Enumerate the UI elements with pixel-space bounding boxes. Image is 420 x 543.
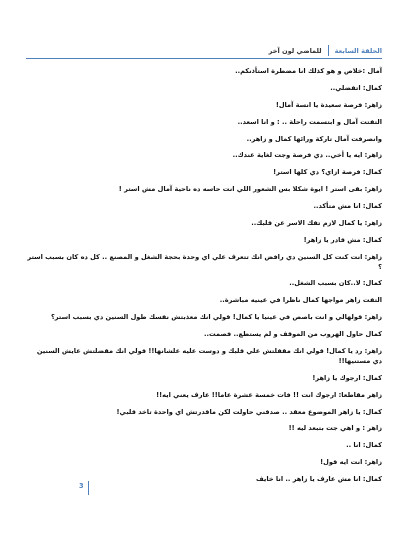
- paragraph: كمال: مش قادر يا زاهر!: [303, 235, 382, 244]
- paragraph: زاهر: ايه يا أخي.. دي فرصة وجت لغاية عندك..: [232, 151, 382, 160]
- paragraph: زاهر: يا كمال لازم تفك الاسر عن قلبك..: [251, 219, 382, 228]
- page-number: 3: [79, 482, 84, 490]
- page-header: [26, 40, 382, 56]
- paragraph: زاهر : و اهي جت بتبعد ليه !!: [288, 424, 382, 433]
- document-title: للماضي لون آخر: [268, 47, 322, 55]
- paragraph: زاهر: بقى استر ! ايوة شكلا بس الشعور اللي انت حاسه ده ناحية آمال مش استر !: [118, 185, 382, 194]
- paragraph: كمال: ارجوك يا زاهر!: [312, 373, 382, 382]
- paragraph: زاهر: رد يا كمال! قولي انك مقفلتش علي قلبك و دوست عليه علشانها!! قولي انك مقضلتش عايش السنين دي مستنيها!!: [36, 347, 382, 365]
- paragraph: وانصرفت آمال تاركة ورائها كمال و زاهر..: [246, 134, 382, 143]
- section-label: الحلقة السابعة: [334, 47, 382, 55]
- paragraph: كمال: اتفضلي..: [330, 83, 382, 92]
- paragraph: كمال: انا ..: [346, 441, 382, 450]
- paragraph: كمال: لا..كان بسبب الشغل..: [289, 279, 382, 288]
- paragraph: كمال: انا مش متأكد..: [313, 202, 382, 211]
- paragraph: زاهر: انت كنت كل السنين دي رافض انك تتعرف علي اي وحدة بحجة الشغل و المصنع .. كل ده كان بسبب استر ؟: [27, 252, 382, 271]
- paragraph: كمال: يا زاهر الموضوع معقد .. صدقني حاولت لكن ماقدرتش اي واحدة تاخد قلبي!: [116, 407, 382, 416]
- document-body: [26, 67, 382, 492]
- paragraph: كمال: انا مش عارف يا زاهر .. انا خايف: [256, 475, 382, 484]
- paragraph: زاهر: انت ايه قول!: [320, 458, 382, 467]
- paragraph: كمال حاول الهروب من الموقف و لم يستطع.. فصمت..: [203, 330, 382, 339]
- header-rule: [26, 58, 382, 59]
- paragraph: التفتت آمال و ابتسمت راحلة .. : و انا اسعد..: [237, 117, 382, 126]
- paragraph: زاهر: فرصة سعيدة يا انسة آمال!: [275, 100, 382, 109]
- header-separator: [328, 45, 329, 56]
- paragraph: زاهر مقاطعا: ارجوك انت !! فات خمسة عشرة عاما!! عارف يعني ايه!!: [156, 390, 382, 399]
- paragraph: آمال :خلاص و هو كذلك انا مضطرة استأذنكم..: [235, 67, 382, 75]
- paragraph: كمال: فرصة ازاي؟ دي كلها استر!: [273, 168, 382, 177]
- paragraph: التفت زاهر مواجها كمال ناظرا في عينيه مباشرة..: [219, 296, 382, 305]
- footer-rule: [88, 481, 89, 495]
- paragraph: زاهر: قولهالي و انت باصص في عينيا يا كمال! قولي انك معذبتش نفسك طول السنين دي بسبب استر؟: [50, 313, 382, 322]
